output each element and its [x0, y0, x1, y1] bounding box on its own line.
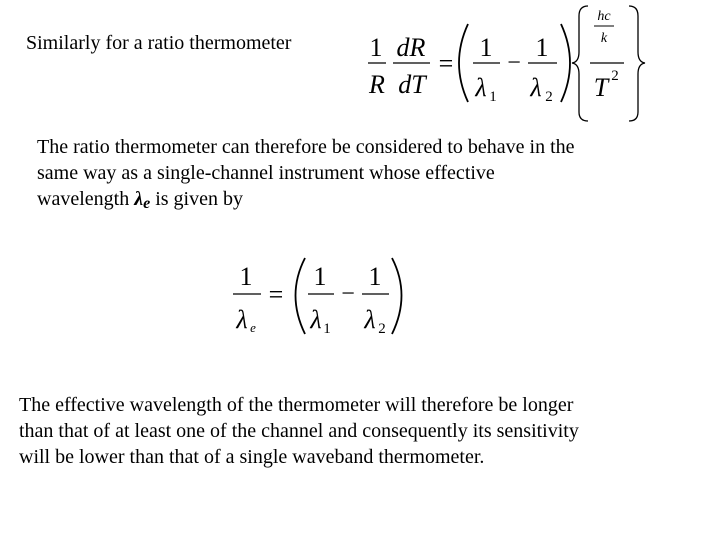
eq2-minus: −: [341, 281, 355, 307]
paragraph-ratio-thermometer: [37, 134, 575, 217]
eq2-one-numerator: 1: [239, 262, 253, 291]
eq1-left-paren: [459, 24, 468, 102]
paragraph2-line2: than that of at least one of the channel and consequently its sensitivity: [19, 420, 579, 442]
eq1-one-a: 1: [479, 33, 493, 62]
eq1-right-brace: [629, 6, 645, 121]
eq2-right-paren: [392, 258, 402, 334]
eq1-left-brace: [572, 6, 588, 121]
paragraph1-line2: same way as a single-channel instrument whose effective: [37, 162, 495, 184]
intro-text: Similarly for a ratio thermometer: [26, 32, 292, 54]
lambda-symbol: λ: [134, 188, 144, 210]
eq1-hc: hc: [597, 9, 611, 24]
eq2-one-b: 1: [368, 262, 382, 291]
eq1-dR-numerator: dR: [396, 33, 426, 62]
equation-effective-wavelength: [225, 248, 415, 348]
paragraph1-line3: [37, 186, 575, 217]
eq1-subscript-1: 1: [489, 89, 497, 105]
paragraph1-line1: The ratio thermometer can therefore be considered to behave in the: [37, 136, 575, 158]
eq1-minus: −: [507, 50, 521, 76]
eq2-lambda-1: λ: [310, 305, 322, 334]
equation-ratio-sensitivity: [350, 0, 650, 125]
eq2-one-a: 1: [313, 262, 327, 291]
eq2-subscript-2: 2: [378, 321, 386, 337]
eq1-exponent-2: 2: [611, 68, 619, 84]
eq2-equals: =: [268, 280, 284, 309]
eq1-dT-denominator: dT: [398, 70, 426, 99]
eq1-R-denominator: R: [369, 70, 385, 99]
eq2-left-paren: [296, 258, 306, 334]
paragraph-effective-wavelength: [19, 392, 579, 470]
eq1-one-b: 1: [535, 33, 549, 62]
paragraph2-line1: The effective wavelength of the thermometer will therefore be longer: [19, 394, 574, 416]
eq1-lambda-1: λ: [475, 73, 487, 102]
eq1-T: T: [593, 73, 609, 102]
eq1-one-numerator: 1: [369, 33, 383, 62]
eq2-subscript-e: e: [250, 320, 256, 335]
eq1-lambda-2: λ: [530, 73, 542, 102]
eq1-right-paren: [561, 24, 570, 102]
eq1-equals: =: [438, 49, 454, 78]
eq2-lambda-e: λ: [236, 305, 248, 334]
paragraph1-line3-pre: wavelength: [37, 188, 135, 210]
lambda-subscript-e: e: [143, 195, 151, 212]
paragraph2-line3: will be lower than that of a single waveband thermometer.: [19, 446, 485, 468]
eq1-k: k: [600, 31, 608, 46]
paragraph1-line3-post: is given by: [150, 188, 243, 210]
eq1-subscript-2: 2: [545, 89, 553, 105]
eq2-lambda-2: λ: [364, 305, 376, 334]
eq2-subscript-1: 1: [323, 321, 331, 337]
